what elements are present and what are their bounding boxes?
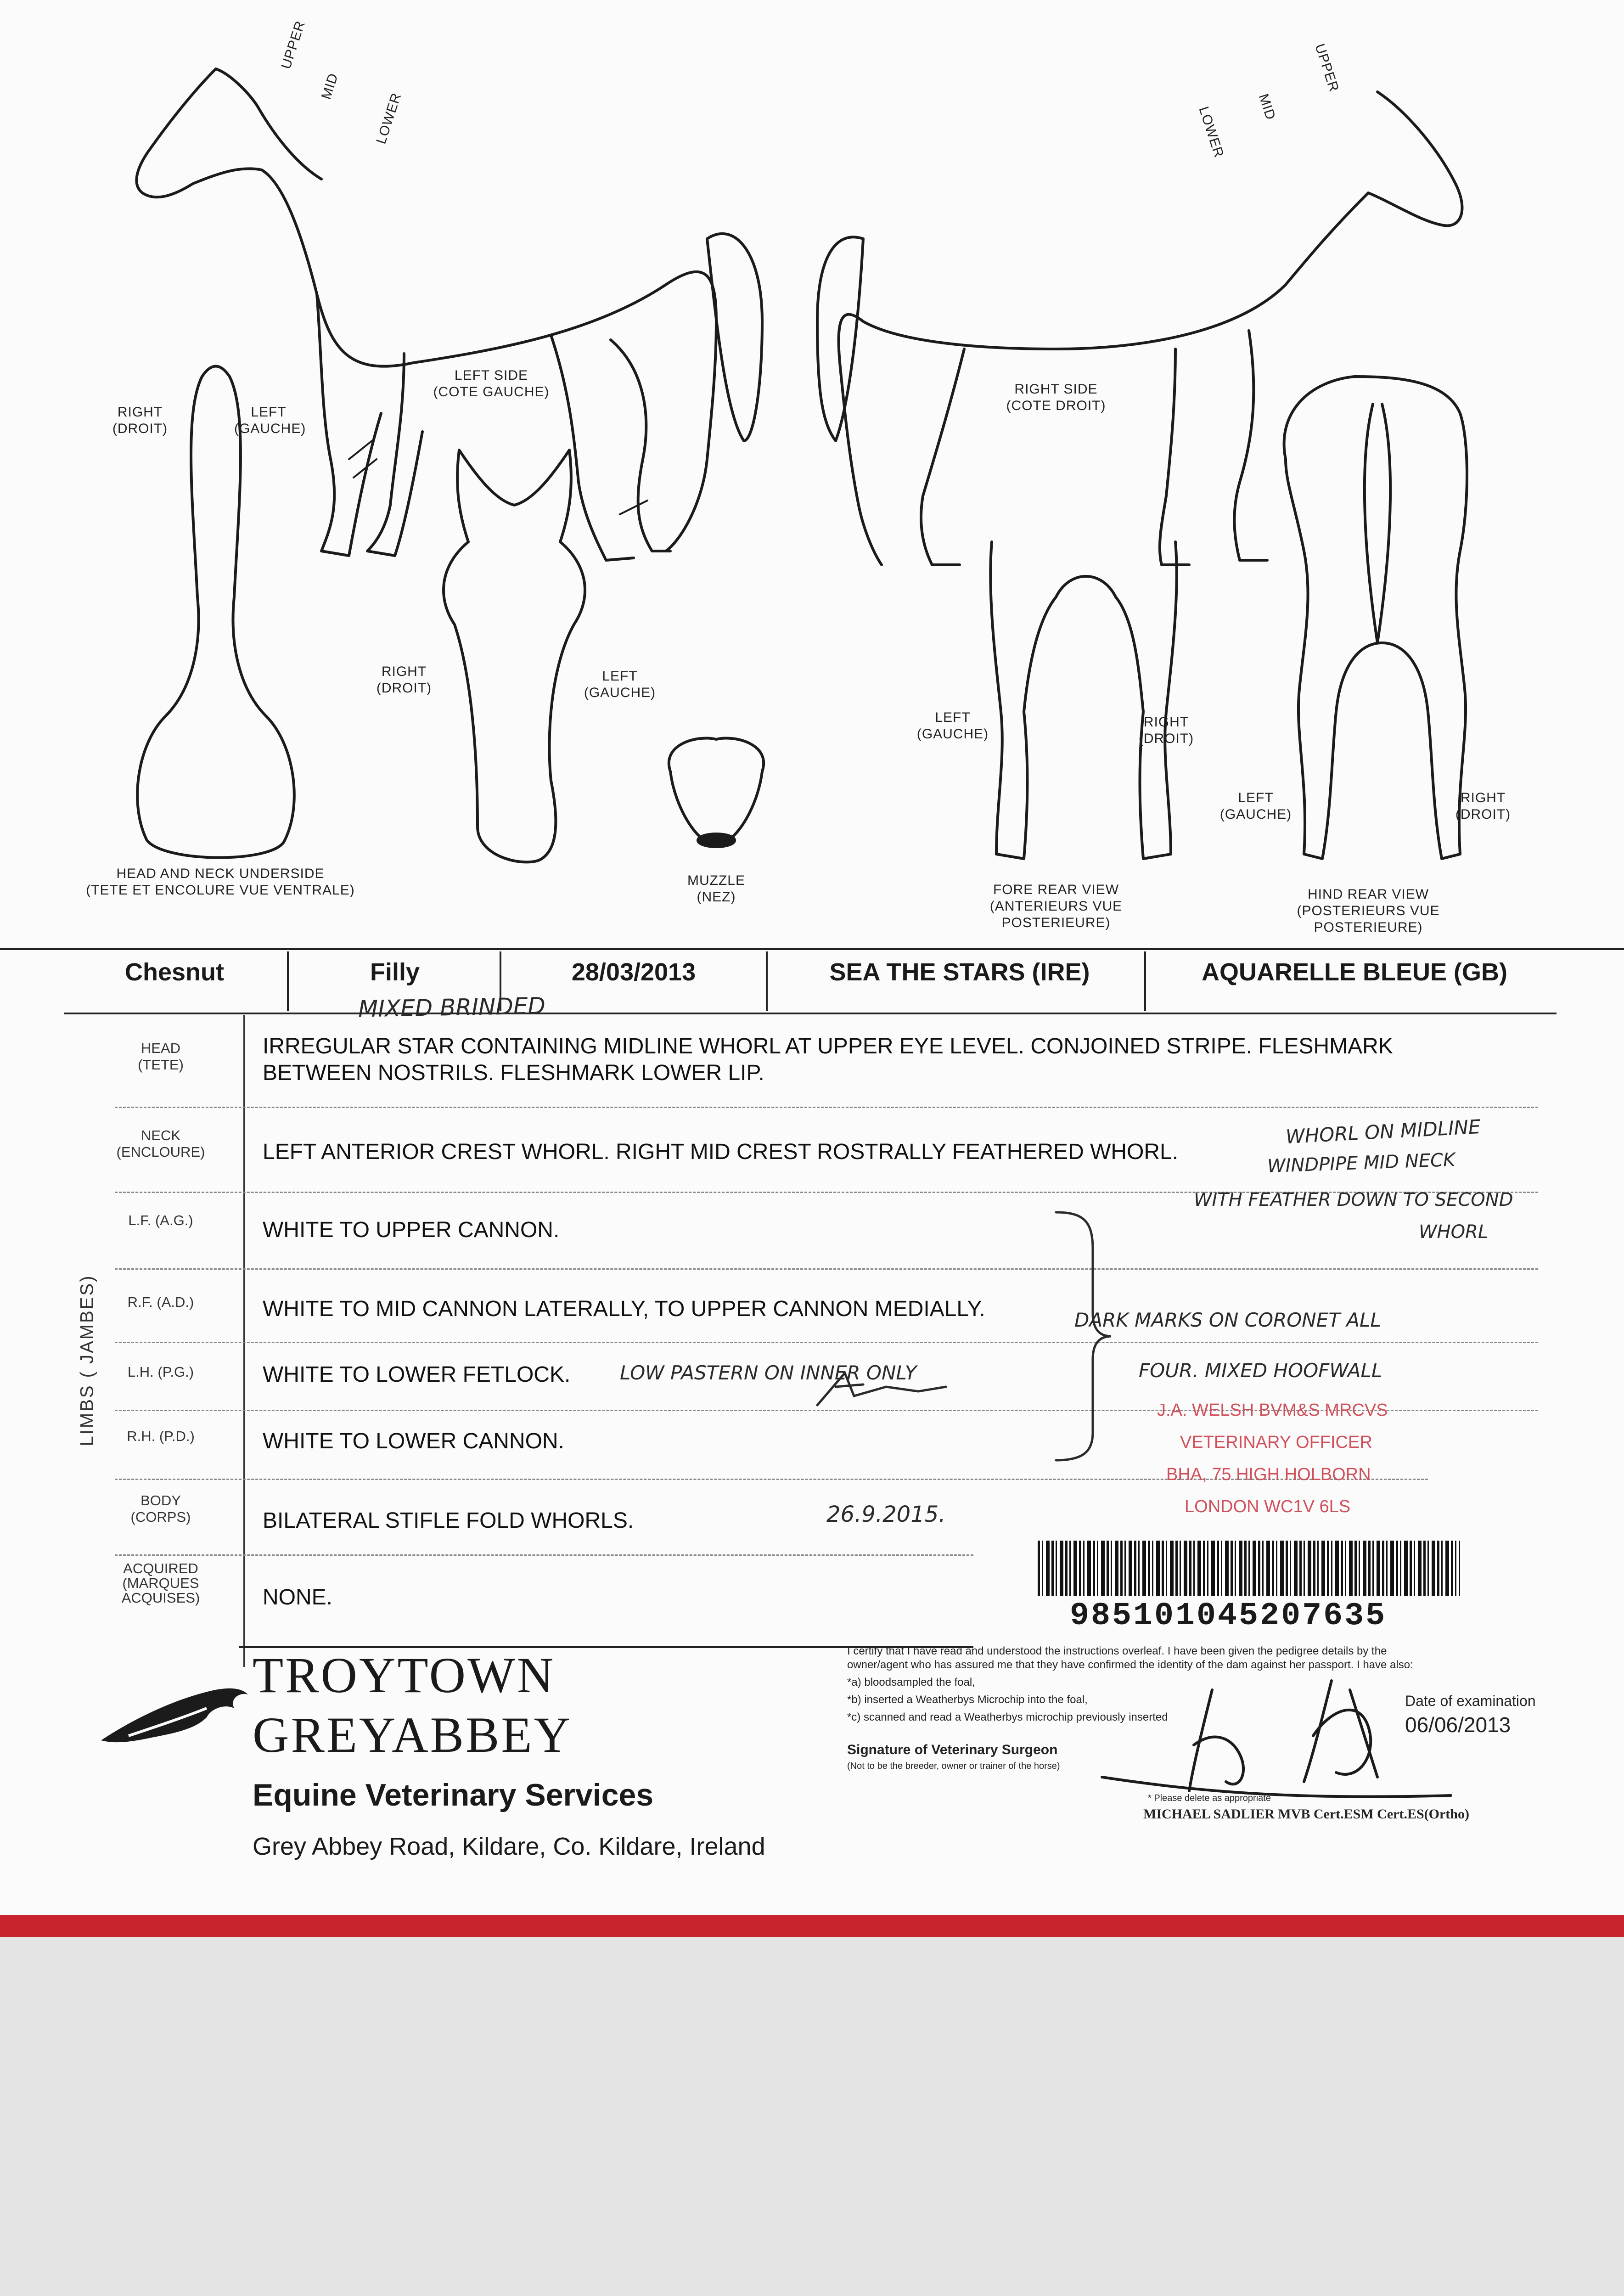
right-horse-foreleg [1160,349,1189,565]
identity-divider [766,951,768,1011]
microchip-barcode [1038,1541,1460,1596]
handwriting-neck-note-4: WHORL [1419,1221,1489,1243]
cert-line-1: I certify that I have read and understood the instructions overleaf. I have been given the pedigree details by the [847,1645,1387,1657]
handwriting-neck-note-2: WINDPIPE MID NECK [1267,1149,1455,1177]
identity-top-rule [0,948,1624,950]
muzzle-caption: MUZZLE (NEZ) [687,873,745,905]
left-horse-foreleg-near [317,294,381,556]
rh-row-text: WHITE TO LOWER CANNON. [263,1429,564,1453]
neck-row-label: NECK (ENCLOURE) [116,1127,205,1160]
signature-stroke-welsh [817,1373,946,1405]
fore-left-label: LEFT (GAUCHE) [916,710,989,742]
handwriting-head-note: MIXED BRINDED [358,992,546,1023]
identity-divider [1144,951,1146,1011]
horse-head-logo-icon [92,1667,253,1759]
handwriting-neck-note-1: WHORL ON MIDLINE [1285,1115,1481,1148]
left-horse-mane [216,69,321,179]
rf-row-label: R.F. (A.D.) [127,1294,194,1310]
colour-cell: Chesnut [125,958,224,986]
sire-cell: SEA THE STARS (IRE) [829,958,1090,986]
stamp-line-3: BHA, 75 HIGH HOLBORN [1166,1465,1371,1484]
acquired-row-label: ACQUIRED (MARQUES ACQUISES) [121,1560,200,1606]
signature-stroke [1304,1681,1377,1782]
cert-line-4: *b) inserted a Weatherbys Microchip into the foal, [847,1694,1088,1706]
head-front-outline [444,450,585,862]
level-mid-right: MID [1255,92,1279,122]
signature-note: (Not to be the breeder, owner or trainer of the horse) [847,1761,1060,1771]
signature-stroke [1189,1690,1243,1791]
fore-right-label: RIGHT (DROIT) [1138,715,1194,746]
hind-left-label: LEFT (GAUCHE) [1219,790,1292,822]
sadlier-signature [1056,1662,1469,1809]
head-neck-underside-caption: HEAD AND NECK UNDERSIDE (TETE ET ENCOLURE VUE VENTRALE) [86,866,355,898]
body-row-label: BODY (CORPS) [130,1492,191,1525]
level-upper-right: UPPER [1312,42,1342,94]
head-row-label: HEAD (TETE) [138,1040,184,1073]
limbs-vertical-label: LIMBS ( JAMBES) [77,1274,97,1446]
identity-divider [287,951,289,1011]
practice-address: Grey Abbey Road, Kildare, Co. Kildare, Ireland [253,1833,765,1860]
horse-outline-drawings [0,0,1624,941]
cert-line-2: owner/agent who has assured me that they have confirmed the identity of the dam against her passport. I have also: [847,1659,1413,1671]
handwriting-limb-note-2: FOUR. MIXED HOOFWALL [1139,1359,1382,1382]
left-horse-foreleg-far [367,354,422,556]
stamp-line-1: J.A. WELSH BVM&S MRCVS [1157,1401,1388,1420]
practice-name-line-2: GREYABBEY [253,1707,573,1763]
fore-rear-view-caption: FORE REAR VIEW (ANTERIEURS VUE POSTERIEURE) [989,882,1123,930]
red-band [0,1915,1624,1937]
stamp-line-2: VETERINARY OFFICER [1180,1433,1372,1452]
dam-cell: AQUARELLE BLEUE (GB) [1202,958,1507,986]
right-side-label: RIGHT SIDE (COTE DROIT) [1006,382,1106,413]
hind-rear-view-outline [1284,377,1467,859]
left-side-label: LEFT SIDE (COTE GAUCHE) [433,368,550,400]
level-upper-left: UPPER [278,19,309,71]
fore-rear-view-outline [990,542,1176,859]
hind-rear-tail [1365,404,1390,643]
handwriting-lh-note: LOW PASTERN ON INNER ONLY [620,1362,917,1384]
practice-subtitle: Equine Veterinary Services [253,1778,654,1812]
hind-rear-view-caption: HIND REAR VIEW (POSTERIEURS VUE POSTERIEURE) [1297,887,1440,935]
underside-outline [137,366,294,858]
lf-row-text: WHITE TO UPPER CANNON. [263,1218,560,1242]
signature-underline [1102,1777,1451,1797]
right-horse-tail [817,237,863,441]
handwritten-strokes [781,1194,1194,1479]
scan-margin [0,1937,1624,2296]
neck-row-text: LEFT ANTERIOR CREST WHORL. RIGHT MID CREST ROSTRALLY FEATHERED WHORL. [263,1140,1179,1164]
practice-name-line-1: TROYTOWN [253,1647,556,1703]
lh-row-label: L.H. (P.G.) [127,1364,194,1380]
level-mid-left: MID [318,71,342,101]
right-horse-topline [839,92,1462,565]
left-horse-hindleg [611,340,670,551]
underside-left-label: LEFT (GAUCHE) [234,405,306,436]
delete-note: * Please delete as appropriate [1148,1793,1271,1803]
lh-row-text: WHITE TO LOWER FETLOCK. [263,1362,571,1387]
table-label-divider [243,1015,245,1667]
vet-name: MICHAEL SADLIER MVB Cert.ESM Cert.ES(Ortho) [1143,1806,1469,1822]
stamp-line-4: LONDON WC1V 6LS [1185,1497,1351,1516]
date-of-examination-label: Date of examination [1405,1693,1536,1709]
dob-cell: 28/03/2013 [571,958,696,986]
acquired-row-text: NONE. [263,1585,333,1609]
right-horse-hindleg [921,349,964,565]
body-row-text: BILATERAL STIFLE FOLD WHORLS. [263,1508,634,1533]
head-right-label: RIGHT (DROIT) [376,664,432,696]
handwriting-limb-note-1: DARK MARKS ON CORONET ALL [1074,1309,1381,1331]
date-of-examination-value: 06/06/2013 [1405,1713,1511,1737]
row-divider [115,1554,973,1556]
head-row-text: IRREGULAR STAR CONTAINING MIDLINE WHORL AT UPPER EYE LEVEL. CONJOINED STRIPE. FLESHMARK BETWEEN NOSTRILS. FLESHMARK LOWER LIP. [263,1034,1393,1085]
signature-label: Signature of Veterinary Surgeon [847,1742,1058,1757]
lf-row-label: L.F. (A.G.) [128,1212,193,1228]
muzzle-outline [669,738,764,845]
head-left-label: LEFT (GAUCHE) [584,669,656,700]
level-lower-right: LOWER [1196,105,1227,160]
rf-row-text: WHITE TO MID CANNON LATERALLY, TO UPPER CANNON MEDIALLY. [263,1297,985,1321]
handwriting-neck-note-3: WITH FEATHER DOWN TO SECOND [1194,1189,1513,1210]
rh-row-label: R.H. (P.D.) [127,1428,195,1444]
microchip-number: 985101045207635 [1070,1598,1387,1634]
identity-bottom-rule [64,1013,1557,1014]
sex-cell: Filly [370,958,420,986]
bracket-stroke [1056,1212,1111,1460]
row-divider [115,1107,1538,1108]
right-horse-foreleg-far [1234,331,1267,560]
handwriting-date-note: 26.9.2015. [826,1502,946,1527]
cert-line-3: *a) bloodsampled the foal, [847,1676,975,1688]
hind-right-label: RIGHT (DROIT) [1455,790,1511,822]
left-horse-topline [136,69,716,551]
underside-right-label: RIGHT (DROIT) [112,405,168,436]
cert-line-5: *c) scanned and read a Weatherbys microchip previously inserted [847,1711,1168,1723]
muzzle-lip [698,834,735,847]
level-lower-left: LOWER [373,91,405,146]
